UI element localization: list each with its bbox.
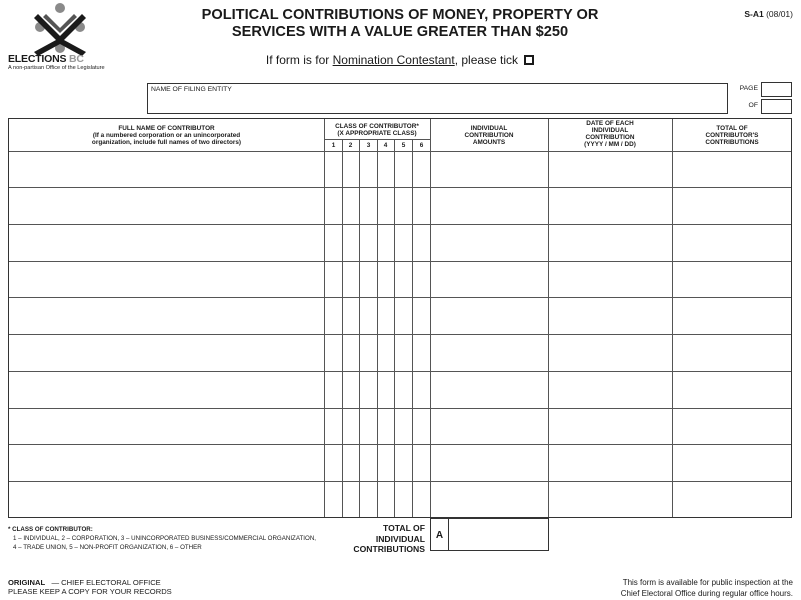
header-total-line: TOTAL OF <box>716 125 748 132</box>
class-column-divider <box>342 139 343 517</box>
logo-subtitle: A non-partisan Office of the Legislature <box>8 65 105 71</box>
header-amounts-line: CONTRIBUTION <box>464 132 514 139</box>
footer-copy-note: PLEASE KEEP A COPY FOR YOUR RECORDS <box>8 587 172 596</box>
row-divider <box>9 187 791 188</box>
total-label-line: TOTAL OF <box>382 523 425 533</box>
nomination-prefix: If form is for <box>265 53 330 67</box>
header-class-note: (X APPROPRIATE CLASS) <box>337 130 417 137</box>
page-total-field[interactable] <box>761 99 792 114</box>
row-divider <box>9 297 791 298</box>
header-class-title: CLASS OF CONTRIBUTOR* <box>335 123 419 130</box>
class-number: 4 <box>383 142 388 149</box>
form-code <box>744 9 793 19</box>
nomination-suffix: , please tick <box>454 53 519 67</box>
row-divider <box>9 261 791 262</box>
total-label-line: INDIVIDUAL <box>375 533 425 544</box>
filing-entity-field[interactable] <box>147 83 728 114</box>
logo-name-main: ELECTIONS <box>8 53 67 65</box>
column-divider <box>430 119 431 517</box>
class-number: 2 <box>348 142 353 149</box>
elections-bc-logo <box>30 2 90 58</box>
logo-name-suffix: BC <box>69 53 84 65</box>
form-code-id: S-A1 <box>744 9 764 19</box>
form-version: (08/01) <box>766 9 793 19</box>
header-class <box>324 123 430 137</box>
header-date-format: (YYYY / MM / DD) <box>584 141 636 148</box>
total-label-line: CONTRIBUTIONS <box>353 544 425 554</box>
total-individual-contributions-field[interactable] <box>448 518 549 551</box>
class-number: 1 <box>331 142 336 149</box>
header-total-line: CONTRIBUTIONS <box>705 139 759 146</box>
header-amounts-line: INDIVIDUAL <box>470 125 508 132</box>
header-contributor-total <box>672 125 792 146</box>
nomination-contestant-text: Nomination Contestant <box>332 53 455 67</box>
column-divider <box>672 119 673 517</box>
page-number-field[interactable] <box>761 82 792 97</box>
header-individual-amounts <box>430 125 548 146</box>
page-label: PAGE <box>739 85 758 92</box>
nomination-checkbox[interactable] <box>524 55 534 65</box>
row-divider <box>9 334 791 335</box>
row-divider <box>9 481 791 482</box>
total-marker: A <box>430 518 448 551</box>
of-label: OF <box>748 102 758 109</box>
form-title-line2: SERVICES WITH A VALUE GREATER THAN $250 <box>231 24 569 40</box>
footer-original-note <box>8 578 161 587</box>
header-amounts-line: AMOUNTS <box>472 139 506 146</box>
header-full-name-note2: organization, include full names of two directors) <box>91 139 242 146</box>
column-divider <box>324 119 325 517</box>
nomination-contestant-line <box>160 53 640 67</box>
form-title-line1: POLITICAL CONTRIBUTIONS OF MONEY, PROPERTY OR <box>201 7 599 23</box>
class-number: 5 <box>401 142 406 149</box>
form-title <box>160 7 640 41</box>
class-header-divider <box>324 139 430 140</box>
logo-wordmark <box>8 53 84 65</box>
header-date <box>548 120 672 148</box>
column-divider <box>548 119 549 517</box>
header-total-line: CONTRIBUTOR'S <box>705 132 759 139</box>
row-divider <box>9 408 791 409</box>
header-date-line: DATE OF EACH <box>586 120 634 127</box>
class-column-divider <box>377 139 378 517</box>
row-divider <box>9 224 791 225</box>
header-date-line: INDIVIDUAL <box>591 127 629 134</box>
header-full-name-title: FULL NAME OF CONTRIBUTOR <box>118 125 215 132</box>
header-full-name <box>49 125 284 146</box>
class-number: 3 <box>366 142 371 149</box>
class-number: 6 <box>419 142 424 149</box>
row-divider <box>9 444 791 445</box>
header-divider <box>9 151 791 152</box>
filing-entity-label: NAME OF FILING ENTITY <box>151 86 232 93</box>
class-legend-title: * CLASS OF CONTRIBUTOR: <box>8 526 93 533</box>
row-divider <box>9 371 791 372</box>
class-legend-line: 4 – TRADE UNION, 5 – NON-PROFIT ORGANIZATION, 6 – OTHER <box>13 544 202 551</box>
footer-original-destination: — CHIEF ELECTORAL OFFICE <box>51 578 161 587</box>
contributions-table <box>8 118 792 518</box>
class-column-divider <box>394 139 395 517</box>
footer-original-label: ORIGINAL <box>8 578 46 587</box>
header-full-name-note1: (If a numbered corporation or an unincorporated <box>92 132 241 139</box>
class-column-divider <box>359 139 360 517</box>
header-date-line: CONTRIBUTION <box>585 134 635 141</box>
footer-public-note-line2: Chief Electoral Office during regular office hours. <box>620 589 793 598</box>
total-individual-contributions-label <box>345 523 425 555</box>
class-legend-line: 1 – INDIVIDUAL, 2 – CORPORATION, 3 – UNINCORPORATED BUSINESS/COMMERCIAL ORGANIZATION, <box>13 535 317 542</box>
class-column-divider <box>412 139 413 517</box>
footer-public-note-line1: This form is available for public inspection at the <box>622 578 793 587</box>
